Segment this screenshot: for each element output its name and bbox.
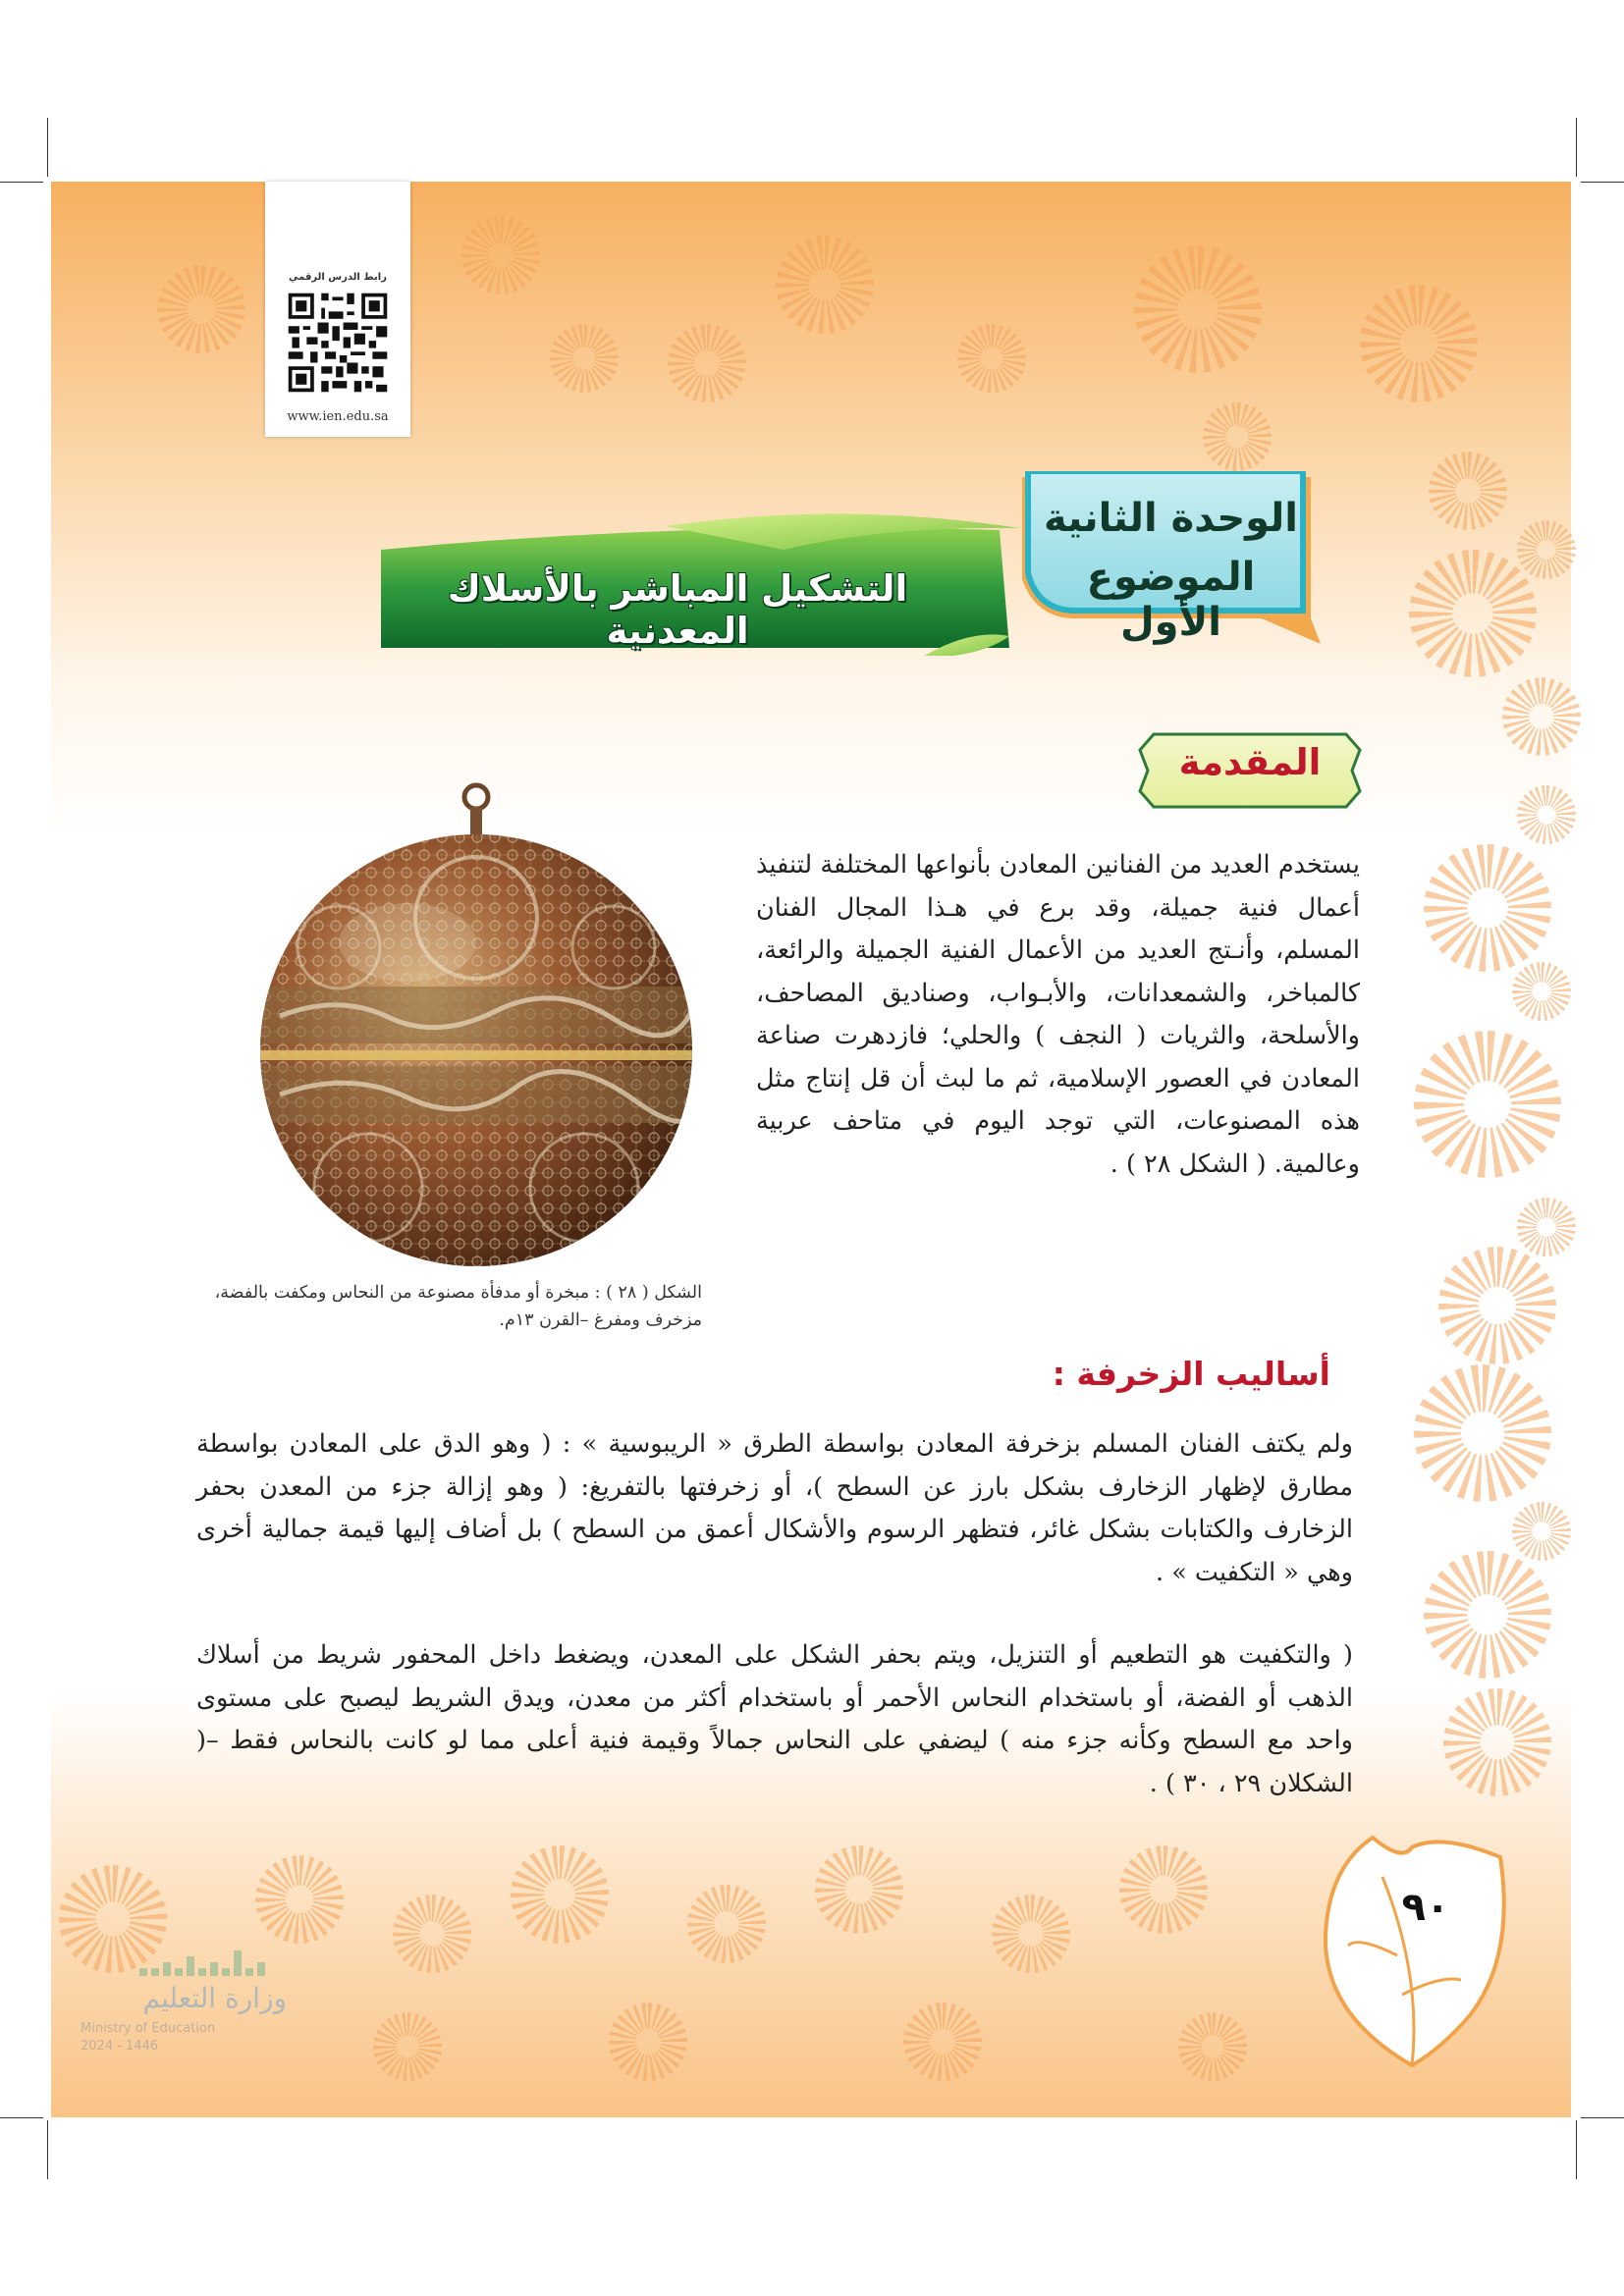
crop-mark xyxy=(1581,182,1624,183)
flower-ornament xyxy=(668,324,746,402)
digital-lesson-qr-card[interactable] xyxy=(265,182,410,437)
flower-ornament xyxy=(1517,520,1576,579)
flower-ornament xyxy=(1502,677,1581,756)
flower-ornament xyxy=(1512,962,1571,1021)
flower-ornament xyxy=(550,324,619,393)
qr-code-icon[interactable] xyxy=(285,290,391,396)
flower-ornament xyxy=(255,1855,344,1944)
flower-ornament xyxy=(776,236,874,334)
incense-burner-image xyxy=(221,775,731,1276)
ministry-name-arabic: وزارة التعليم xyxy=(142,1982,287,2014)
flower-ornament xyxy=(609,2002,687,2081)
flower-ornament xyxy=(1360,285,1478,402)
page-number-leaf xyxy=(1304,1828,1520,2073)
flower-ornament xyxy=(1517,1198,1576,1256)
flower-ornament xyxy=(1414,1031,1561,1178)
flower-ornament xyxy=(1409,550,1537,677)
crop-mark xyxy=(1576,2120,1577,2179)
crop-mark xyxy=(1581,2117,1624,2118)
crop-mark xyxy=(0,2117,43,2118)
flower-ornament xyxy=(687,1885,766,1963)
crop-mark xyxy=(47,118,48,177)
flower-ornament xyxy=(1203,402,1272,471)
topic-label: الموضوع الأول xyxy=(1086,555,1256,645)
flower-ornament xyxy=(1178,2012,1247,2081)
unit-label: الوحدة الثانية xyxy=(1044,496,1298,541)
flower-ornament xyxy=(903,2002,982,2081)
body-paragraph-2: ( والتكفيت هو التطعيم أو التنزيل، ويتم بحفر الشكل على المعدن، ويضغط داخل المحفور شريط من أسلاك الذهب أو الفضة، أو باستخدام النحاس الأحمر أو باستخدام أكثر من معدن، ويدق الشريط ليصبح على مستوى واحد مع السطح وكأنه جزء منه ) ليضفي على النحاس جمالاً وقيمة فنية أعلى مما لو كانت بالنحاس فقط –( الشكلان ٢٩ ، ٣٠ ) . xyxy=(196,1640,1353,1798)
flower-ornament xyxy=(815,1845,903,1934)
intro-heading: المقدمة xyxy=(1178,741,1322,783)
flower-ornament xyxy=(1424,844,1551,972)
flower-ornament xyxy=(992,1895,1070,1973)
crop-mark xyxy=(0,182,43,183)
flower-ornament xyxy=(1414,1364,1551,1502)
ministry-logo xyxy=(81,1949,287,2056)
flower-ornament xyxy=(957,324,1026,393)
flower-ornament xyxy=(1424,1551,1551,1679)
intro-paragraph: يستخدم العديد من الفنانين المعادن بأنواعها المختلفة لتنفيذ أعمال فنية جميلة، وقد برع في هـذا المجال الفنان المسلم، وأنـتج العديد من الأعمال الفنية الجميلة والرائعة، كالمباخر، والشمعدانات، والأبـواب، وصناديق المصاحف، والأسلحة، والثريات ( النجف ) والحلي؛ فازدهرت صناعة المعادن في العصور الإسلامية، ثم ما لبث أن قل إنتاج مثل هذه المصنوعات، التي توجد اليوم في متاحف عربية وعالمية. ( الشكل ٢٨ ) . xyxy=(756,850,1360,1179)
body-paragraph-1: ولم يكتف الفنان المسلم بزخرفة المعادن بواسطة الطرق « الريبوسية » : ( وهو الدق على المعادن بواسطة مطارق لإظهار الزخارف بشكل بارز عن السطح )، أو زخرفتها بالتفريغ: ( وهو إزالة جزء من المعدن بحفر الزخارف والكتابات بشكل غائر، فتظهر الرسوم والأشكال أعمق من السطح ) بل أضاف إليها قيمة جمالية أخرى وهي « التكفيت » . xyxy=(196,1429,1353,1587)
flower-ornament xyxy=(1438,1247,1556,1364)
qr-label: رابط الدرس الرقمي xyxy=(289,272,387,283)
flower-ornament xyxy=(1134,245,1262,373)
qr-url[interactable]: www.ien.edu.sa xyxy=(287,409,389,424)
lesson-title: التشكيل المباشر بالأسلاك المعدنية xyxy=(447,567,908,652)
flower-ornament xyxy=(393,1895,471,1973)
flower-ornament xyxy=(373,2012,442,2081)
figure-caption: الشكل ( ٢٨ ) : مبخرة أو مدفأة مصنوعة من النحاس ومكفت بالفضة، مزخرف ومفرغ –القرن ١٣م. xyxy=(214,1283,702,1330)
flower-ornament xyxy=(461,216,540,294)
flower-ornament xyxy=(1119,1845,1208,1934)
flower-ornament xyxy=(1517,785,1576,844)
flower-ornament xyxy=(157,265,245,353)
crop-mark xyxy=(47,2120,48,2179)
ministry-emblem-icon xyxy=(139,1949,277,1980)
flower-ornament xyxy=(1429,452,1507,530)
ministry-year: 2024 - 1446 xyxy=(81,2039,159,2054)
ministry-name-english: Ministry of Education xyxy=(81,2021,216,2036)
flower-ornament xyxy=(511,1845,609,1944)
flower-ornament xyxy=(1443,1688,1551,1796)
crop-mark xyxy=(1576,118,1577,177)
section-heading: أساليب الزخرفة : xyxy=(1052,1355,1330,1393)
page-number: ٩٠ xyxy=(1401,1885,1450,1930)
flower-ornament xyxy=(1512,1502,1571,1561)
